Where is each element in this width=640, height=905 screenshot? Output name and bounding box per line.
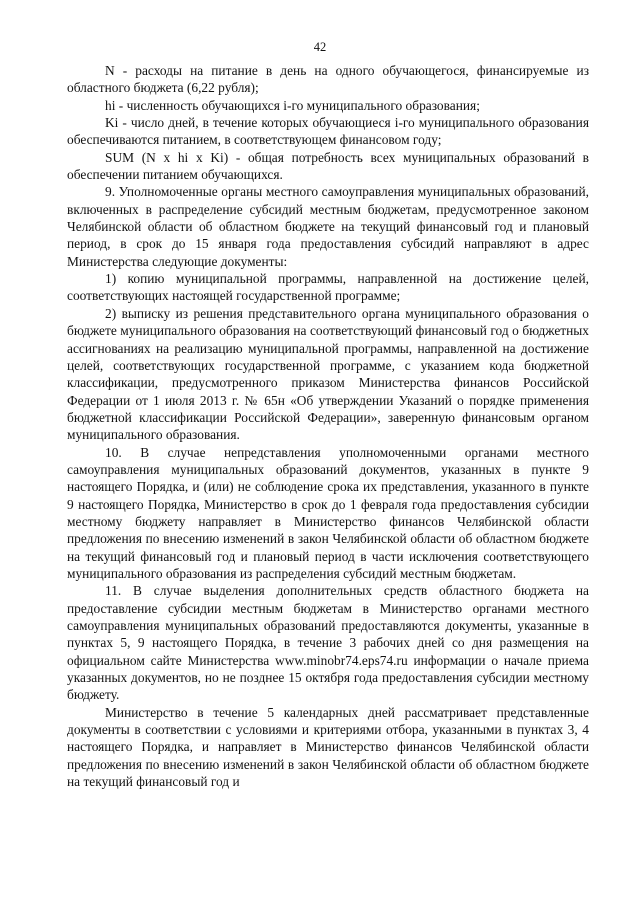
paragraph-k-definition: Ki - число дней, в течение которых обучающиеся i-го муниципального образования обеспечиваются питанием, в соответствующем финансовом году; xyxy=(67,115,589,148)
paragraph-h-definition: hi - численность обучающихся i-го муниципального образования; xyxy=(105,97,480,113)
paragraph-clause-9-item-2: 2) выписку из решения представительного органа муниципального образования о бюджете муниципального образования на соответствующий финансовый год о бюджетных ассигнованиях на реализацию муниципальной программы, направленной на достижение целей, соответствующих государственной программе, с указанием кода бюджетной классификации, предусмотренного приказом Министерства финансов Российской Федерации от 1 июля 2013 г. № 65н «Об утверждении Указаний о порядке применения бюджетной классификации Российской Федерации», заверенную финансовым органом муниципального образования. xyxy=(67,305,589,443)
paragraph-n-definition: N - расходы на питание в день на одного обучающегося, финансируемые из областного бюджета (6,22 рубля); xyxy=(67,63,589,96)
paragraph-clause-11: 11. В случае выделения дополнительных средств областного бюджета на предоставление субсидии местным бюджетам в Министерство органами местного самоуправления муниципальных образований предоставляются документы, указанные в пунктах 5, 9 настоящего Порядка, в течение 3 рабочих дней со дня размещения на официальном сайте Министерства www.minobr74.eps74.ru информации о начале приема указанных документов, но не позднее 15 октября года предоставления субсидии местному бюджету. xyxy=(67,583,589,703)
document-body xyxy=(67,62,589,790)
paragraph-clause-9-item-1: 1) копию муниципальной программы, направленной на достижение целей, соответствующих настоящей государственной программе; xyxy=(67,271,589,304)
page-number: 42 xyxy=(313,40,327,54)
paragraph-clause-9: 9. Уполномоченные органы местного самоуправления муниципальных образований, включенных в распределение субсидий местным бюджетам, предусмотренное законом Челябинской области об областном бюджете на текущий финансовый год и плановый период, в срок до 15 января года предоставления субсидий направляют в адрес Министерства следующие документы: xyxy=(67,184,589,269)
paragraph-sum-definition: SUM (N x hi x Ki) - общая потребность всех муниципальных образований в обеспечении питанием обучающихся. xyxy=(67,149,589,183)
paragraph-ministry-review: Министерство в течение 5 календарных дней рассматривает представленные документы в соответствии с условиями и критериями отбора, указанными в пунктах 3, 4 настоящего Порядка, и направляет в Министерство финансов Челябинской области предложения по внесению изменений в закон Челябинской области об областном бюджете на текущий финансовый год и xyxy=(67,704,589,790)
paragraph-clause-10: 10. В случае непредставления уполномоченными органами местного самоуправления муниципальных образований документов, указанных в пункте 9 настоящего Порядка, и (или) не соблюдение срока их представления, указанного в пункте 9 настоящего Порядка, Министерство в срок до 1 февраля года предоставления субсидии местному бюджету направляет в Министерство финансов Челябинской области предложения по внесению изменений в закон Челябинской области об областном бюджете на текущий финансовый год и плановый период в части исключения соответствующего муниципального образования из распределения субсидий местным бюджетам. xyxy=(67,444,589,581)
